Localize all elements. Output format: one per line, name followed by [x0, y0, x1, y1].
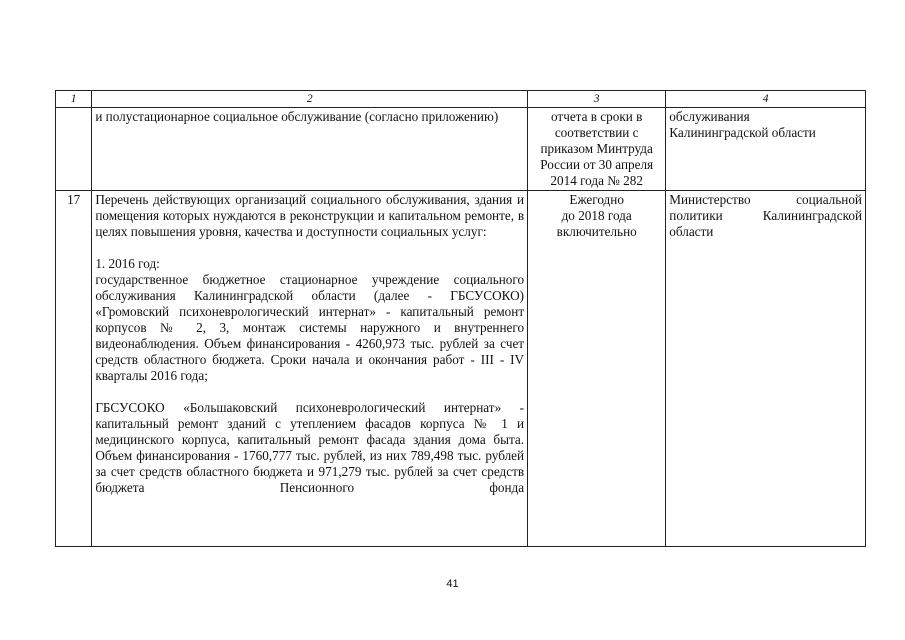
- executor-line: обслуживания: [669, 109, 750, 124]
- year-heading: 1. 2016 год:: [95, 256, 160, 271]
- executor-cell: [666, 108, 866, 191]
- paragraph-gap: [95, 384, 524, 400]
- table-header-row: [56, 91, 866, 108]
- measure-item: государственное бюджетное стационарное учреждение социального обслуживания Калининградской области (далее - ГБСУСОКО) «Громовский психоневрологический интернат» - капитальный ремонт корпусов № 2, 3, монтаж системы наружного и внутреннего видеонаблюдения. Объем финансирования - 4260,973 тыс. рублей за счет средств областного бюджета. Сроки начала и окончания работ - III - IV кварталы 2016 года;: [95, 272, 525, 383]
- header-col-3: 3: [528, 91, 666, 108]
- term-line: до 2018 года: [561, 208, 632, 223]
- executor-line: Калининградской области: [669, 125, 816, 140]
- term-line: Ежегодно: [569, 192, 624, 207]
- header-col-1: 1: [56, 91, 92, 108]
- plan-table: [55, 90, 866, 547]
- row-number-cell: [56, 108, 92, 191]
- header-col-2: 2: [92, 91, 528, 108]
- row-number-cell: 17: [56, 191, 92, 547]
- paragraph-gap: [95, 240, 524, 256]
- term-cell: [528, 191, 666, 547]
- header-col-4: 4: [666, 91, 866, 108]
- term-cell: отчета в сроки в соответствии с приказом Минтруда России от 30 апреля 2014 года № 282: [528, 108, 666, 191]
- executor-cell: Министерство социальной политики Калининградской области: [666, 191, 866, 547]
- page-number: 41: [446, 578, 459, 590]
- term-line: включительно: [556, 224, 637, 239]
- table-row: [56, 108, 866, 191]
- table-row: [56, 191, 866, 547]
- measure-cell: [92, 191, 528, 547]
- measure-cell: и полустационарное социальное обслуживание (согласно приложению): [92, 108, 528, 191]
- measure-item: ГБСУСОКО «Большаковский психоневрологический интернат» - капитальный ремонт зданий с утеплением фасадов корпуса № 1 и медицинского корпуса, капитальный ремонт фасада здания дома быта. Объем финансирования - 1760,777 тыс. рублей, из них 789,498 тыс. рублей за счет средств областного бюджета и 971,279 тыс. рублей за счет средств бюджета Пенсионного фонда: [95, 400, 525, 495]
- measure-intro: Перечень действующих организаций социального обслуживания, здания и помещения которых нуждаются в реконструкции и капитальном ремонте, в целях повышения уровня, качества и доступности социальных услуг:: [95, 192, 525, 239]
